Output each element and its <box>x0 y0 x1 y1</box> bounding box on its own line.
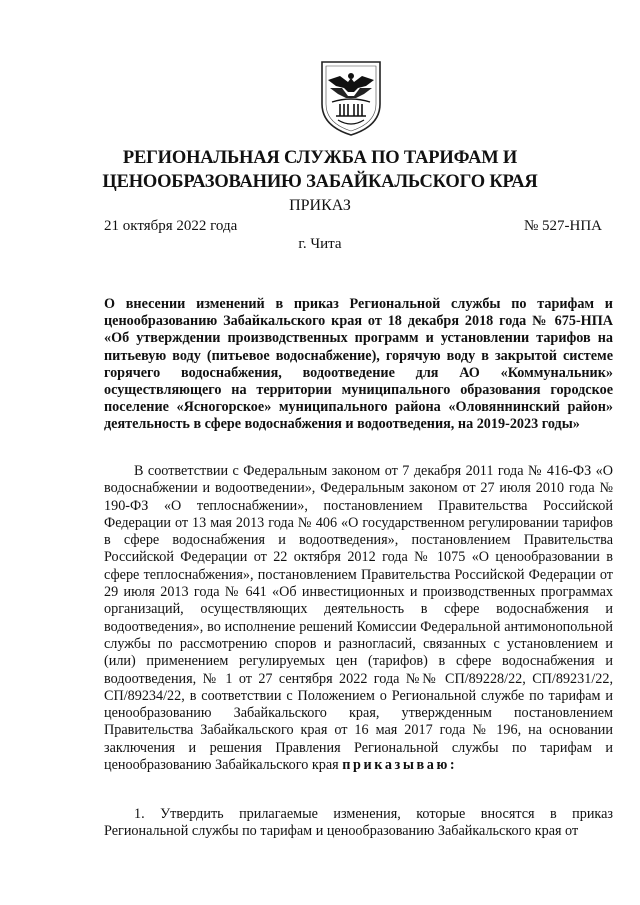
document-type: ПРИКАЗ <box>289 197 351 214</box>
document-date: 21 октября 2022 года <box>104 218 238 234</box>
document-number: № 527-НПА <box>523 218 602 234</box>
item-1-paragraph: 1. Утвердить прилагаемые изменения, которые вносятся в приказ Региональной службы по тарифам и ценообразованию Забайкальского края от <box>104 806 613 840</box>
preamble-paragraph <box>104 463 613 774</box>
agency-name <box>60 146 580 194</box>
order-title: О внесении изменений в приказ Региональной службы по тарифам и ценообразованию Забайкальского края от 18 декабря 2018 года № 675-НПА «Об утверждении производственных программ и установлении тарифов на питьевую воду (питьевое водоснабжение), горячую воду в закрытой системе горячего водоснабжения, водоотведение для АО «Коммунальник» осуществляющего на территории муниципального образования городское поселение «Ясногорское» муниципального района «Оловяннинский район» деятельность в сфере водоснабжения и водоотведения, на 2019-2023 годы» <box>104 296 613 433</box>
document-city: г. Чита <box>298 236 342 252</box>
coat-of-arms-emblem <box>318 58 384 138</box>
agency-name-line-2: ЦЕНООБРАЗОВАНИЮ ЗАБАЙКАЛЬСКОГО КРАЯ <box>102 172 538 192</box>
agency-name-line-1: РЕГИОНАЛЬНАЯ СЛУЖБА ПО ТАРИФАМ И <box>122 148 518 168</box>
decree-word: приказываю: <box>342 757 458 774</box>
preamble-text: В соответствии с Федеральным законом от 7 декабря 2011 года № 416-ФЗ «О водоснабжении и водоотведении», Федеральным законом от 27 июля 2010 года № 190-ФЗ «О теплоснабжении», постановлением Правительства Российской Федерации от 13 мая 2013 года № 406 «О государственном регулировании тарифов в сфере водоснабжения и водоотведения», постановлением Правительства Российской Федерации от 22 октября 2012 года № 1075 «О ценообразовании в сфере теплоснабжения», постановлением Правительства Российской Федерации от 29 июля 2013 года № 641 «Об инвестиционных и производственных программах организаций, осуществляющих деятельность в сфере водоснабжения и водоотведения», во исполнение решений Комиссии Федеральной антимонопольной службы по рассмотрению споров и разногласий, связанных с установлением и (или) применением регулируемых цен (тарифов) в сфере водоснабжения и водоотведения, № 1 от 27 сентября 2022 года №№ СП/89228/22, СП/89231/22, СП/89234/22, в соответствии с Положением о Региональной службе по тарифам и ценообразованию Забайкальского края, утвержденным постановлением Правительства Забайкальского края от 16 мая 2017 года № 196, на основании заключения и решения Правления Региональной службы по тарифам и ценообразованию Забайкальского края <box>104 463 613 774</box>
